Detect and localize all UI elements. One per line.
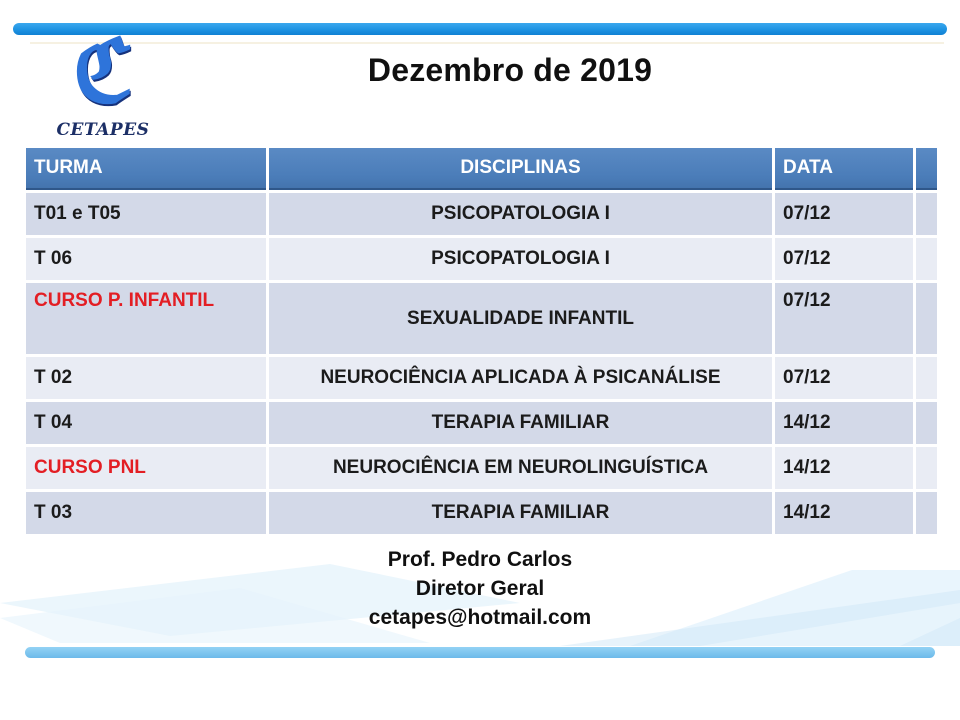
table-row — [26, 238, 937, 280]
empty-cell — [916, 402, 937, 444]
data-cell: 07/12 — [775, 357, 913, 399]
turma-cell: T 02 — [26, 357, 266, 399]
disciplina-cell: TERAPIA FAMILIAR — [269, 492, 772, 534]
turma-cell: T 06 — [26, 238, 266, 280]
data-cell: 07/12 — [775, 238, 913, 280]
disciplina-cell: SEXUALIDADE INFANTIL — [269, 283, 772, 354]
data-cell: 07/12 — [775, 193, 913, 235]
empty-cell — [916, 357, 937, 399]
footer-signature — [0, 545, 960, 632]
column-header-empty — [916, 148, 937, 190]
table-row — [26, 283, 937, 354]
turma-cell: CURSO P. INFANTIL — [26, 283, 266, 354]
empty-cell — [916, 238, 937, 280]
empty-cell — [916, 492, 937, 534]
disciplina-cell: TERAPIA FAMILIAR — [269, 402, 772, 444]
footer-role: Diretor Geral — [415, 577, 545, 600]
empty-cell — [916, 193, 937, 235]
header-divider-line — [30, 42, 944, 44]
table-row — [26, 193, 937, 235]
turma-cell: T 04 — [26, 402, 266, 444]
disciplina-cell: NEUROCIÊNCIA EM NEUROLINGUÍSTICA — [269, 447, 772, 489]
table-header-row — [26, 148, 937, 190]
column-header-disciplinas: DISCIPLINAS — [269, 148, 772, 190]
logo-blackletter-c-icon: ℭ — [72, 21, 134, 122]
disciplina-cell: PSICOPATOLOGIA I — [269, 238, 772, 280]
schedule-table — [23, 145, 940, 537]
footer-name: Prof. Pedro Carlos — [387, 548, 573, 571]
data-cell: 14/12 — [775, 492, 913, 534]
logo-wordmark: CETAPES — [56, 120, 150, 140]
turma-cell: CURSO PNL — [26, 447, 266, 489]
page-title: Dezembro de 2019 — [367, 52, 653, 88]
column-header-turma: TURMA — [26, 148, 266, 190]
turma-cell: T01 e T05 — [26, 193, 266, 235]
cetapes-logo — [48, 21, 158, 140]
table-row — [26, 492, 937, 534]
disciplina-cell: PSICOPATOLOGIA I — [269, 193, 772, 235]
empty-cell — [916, 283, 937, 354]
disciplina-cell: NEUROCIÊNCIA APLICADA À PSICANÁLISE — [269, 357, 772, 399]
data-cell: 14/12 — [775, 447, 913, 489]
table-row — [26, 357, 937, 399]
turma-cell: T 03 — [26, 492, 266, 534]
data-cell: 14/12 — [775, 402, 913, 444]
table-row — [26, 447, 937, 489]
bottom-accent-bar — [25, 647, 935, 658]
footer-email: cetapes@hotmail.com — [368, 606, 592, 629]
column-header-data: DATA — [775, 148, 913, 190]
table-row — [26, 402, 937, 444]
empty-cell — [916, 447, 937, 489]
data-cell: 07/12 — [775, 283, 913, 354]
